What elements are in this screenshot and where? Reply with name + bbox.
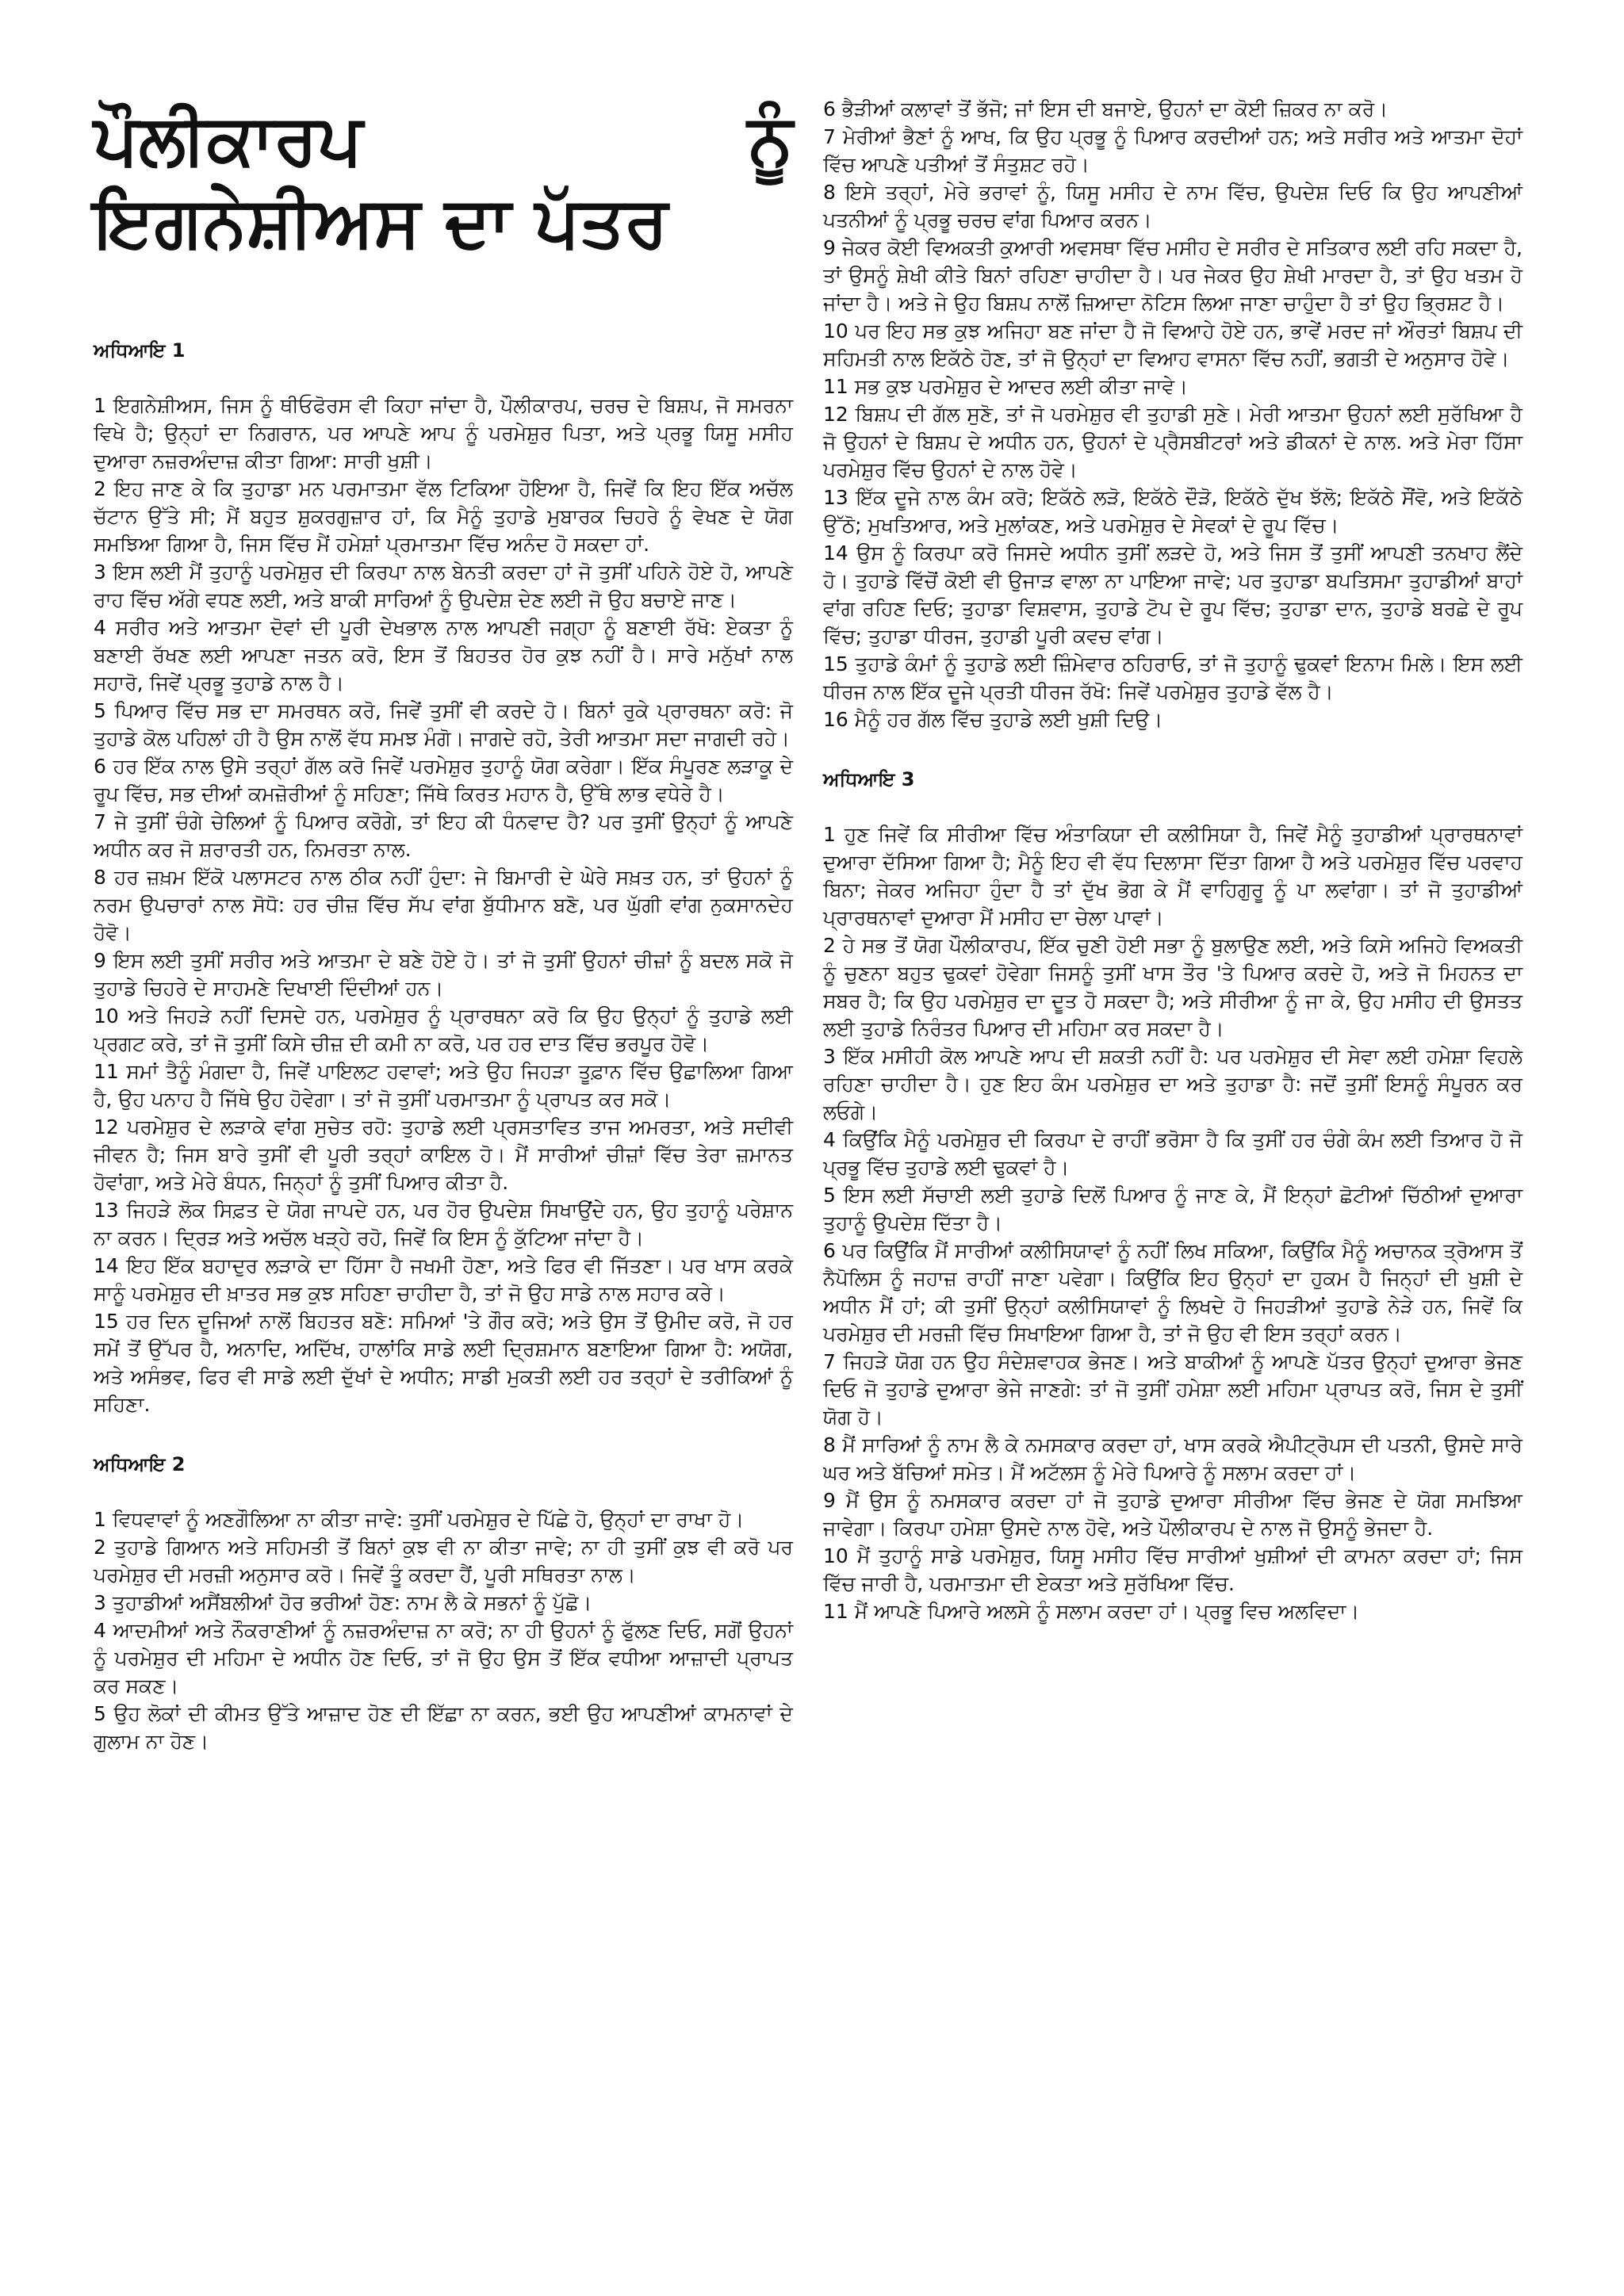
verse: 1 ਇਗਨੇਸ਼ੀਅਸ, ਜਿਸ ਨੂੰ ਥੀਓਫੋਰਸ ਵੀ ਕਿਹਾ ਜਾਂਦਾ ਹੈ, ਪੌਲੀਕਾਰਪ, ਚਰਚ ਦੇ ਬਿਸ਼ਪ, ਜੋ ਸਮਰਨਾ ਵਿਖੇ ਹੈ; ਉਨ੍ਹਾਂ ਦਾ ਨਿਗਰਾਨ, ਪਰ ਆਪਣੇ ਆਪ ਨੂੰ ਪਰਮੇਸ਼ੁਰ ਪਿਤਾ, ਅਤੇ ਪ੍ਰਭੂ ਯਿਸੂ ਮਸੀਹ ਦੁਆਰਾ ਨਜ਼ਰਅੰਦਾਜ਼ ਕੀਤਾ ਗਿਆ: ਸਾਰੀ ਖੁਸ਼ੀ। — [94, 393, 793, 473]
verse: 4 ਕਿਉਂਕਿ ਮੈਨੂੰ ਪਰਮੇਸ਼ੁਰ ਦੀ ਕਿਰਪਾ ਦੇ ਰਾਹੀਂ ਭਰੋਸਾ ਹੈ ਕਿ ਤੁਸੀਂ ਹਰ ਚੰਗੇ ਕੰਮ ਲਈ ਤਿਆਰ ਹੋ ਜੋ ਪ੍ਰਭੂ ਵਿੱਚ ਤੁਹਾਡੇ ਲਈ ਢੁਕਵਾਂ ਹੈ। — [823, 1128, 1522, 1179]
title-line2: ਇਗਨੇਸ਼ੀਅਸ ਦਾ ਪੱਤਰ — [94, 180, 668, 262]
verse: 10 ਪਰ ਇਹ ਸਭ ਕੁਝ ਅਜਿਹਾ ਬਣ ਜਾਂਦਾ ਹੈ ਜੋ ਵਿਆਹੇ ਹੋਏ ਹਨ, ਭਾਵੇਂ ਮਰਦ ਜਾਂ ਔਰਤਾਂ ਬਿਸ਼ਪ ਦੀ ਸਹਿਮਤੀ ਨਾਲ ਇਕੱਠੇ ਹੋਣ, ਤਾਂ ਜੋ ਉਨ੍ਹਾਂ ਦਾ ਵਿਆਹ ਵਾਸਨਾ ਵਿੱਚ ਨਹੀਂ, ਭਗਤੀ ਦੇ ਅਨੁਸਾਰ ਹੋਵੇ। — [823, 320, 1522, 370]
verse: 2 ਤੁਹਾਡੇ ਗਿਆਨ ਅਤੇ ਸਹਿਮਤੀ ਤੋਂ ਬਿਨਾਂ ਕੁਝ ਵੀ ਨਾ ਕੀਤਾ ਜਾਵੇ; ਨਾ ਹੀ ਤੁਸੀਂ ਕੁਝ ਵੀ ਕਰੋ ਪਰ ਪਰਮੇਸ਼ੁਰ ਦੀ ਮਰਜ਼ੀ ਅਨੁਸਾਰ ਕਰੋ। ਜਿਵੇਂ ਤੂੰ ਕਰਦਾ ਹੈਂ, ਪੂਰੀ ਸਥਿਰਤਾ ਨਾਲ। — [94, 1535, 793, 1586]
verse: 3 ਇੱਕ ਮਸੀਹੀ ਕੋਲ ਆਪਣੇ ਆਪ ਦੀ ਸ਼ਕਤੀ ਨਹੀਂ ਹੈ: ਪਰ ਪਰਮੇਸ਼ੁਰ ਦੀ ਸੇਵਾ ਲਈ ਹਮੇਸ਼ਾ ਵਿਹਲੇ ਰਹਿਣਾ ਚਾਹੀਦਾ ਹੈ। ਹੁਣ ਇਹ ਕੰਮ ਪਰਮੇਸ਼ੁਰ ਦਾ ਅਤੇ ਤੁਹਾਡਾ ਹੈ: ਜਦੋਂ ਤੁਸੀਂ ਇਸਨੂੰ ਸੰਪੂਰਨ ਕਰ ਲਓਗੇ। — [823, 1045, 1522, 1123]
verse: 10 ਮੈਂ ਤੁਹਾਨੂੰ ਸਾਡੇ ਪਰਮੇਸ਼ੁਰ, ਯਿਸੂ ਮਸੀਹ ਵਿੱਚ ਸਾਰੀਆਂ ਖੁਸ਼ੀਆਂ ਦੀ ਕਾਮਨਾ ਕਰਦਾ ਹਾਂ; ਜਿਸ ਵਿੱਚ ਜਾਰੀ ਹੈ, ਪਰਮਾਤਮਾ ਦੀ ਏਕਤਾ ਅਤੇ ਸੁਰੱਖਿਆ ਵਿੱਚ. — [823, 1544, 1522, 1595]
verse: 14 ਉਸ ਨੂੰ ਕਿਰਪਾ ਕਰੋ ਜਿਸਦੇ ਅਧੀਨ ਤੁਸੀਂ ਲੜਦੇ ਹੋ, ਅਤੇ ਜਿਸ ਤੋਂ ਤੁਸੀਂ ਆਪਣੀ ਤਨਖਾਹ ਲੈਂਦੇ ਹੋ। ਤੁਹਾਡੇ ਵਿੱਚੋਂ ਕੋਈ ਵੀ ਉਜਾੜ ਵਾਲਾ ਨਾ ਪਾਇਆ ਜਾਵੇ; ਪਰ ਤੁਹਾਡਾ ਬਪਤਿਸਮਾ ਤੁਹਾਡੀਆਂ ਬਾਹਾਂ ਵਾਂਗ ਰਹਿਣ ਦਿਓ; ਤੁਹਾਡਾ ਵਿਸ਼ਵਾਸ, ਤੁਹਾਡੇ ਟੋਪ ਦੇ ਰੂਪ ਵਿੱਚ; ਤੁਹਾਡਾ ਦਾਨ, ਤੁਹਾਡੇ ਬਰਛੇ ਦੇ ਰੂਪ ਵਿੱਚ; ਤੁਹਾਡਾ ਧੀਰਜ, ਤੁਹਾਡੀ ਪੂਰੀ ਕਵਚ ਵਾਂਗ। — [823, 541, 1522, 648]
verse: 12 ਪਰਮੇਸ਼ੁਰ ਦੇ ਲੜਾਕੇ ਵਾਂਗ ਸੁਚੇਤ ਰਹੋ: ਤੁਹਾਡੇ ਲਈ ਪ੍ਰਸਤਾਵਿਤ ਤਾਜ ਅਮਰਤਾ, ਅਤੇ ਸਦੀਵੀ ਜੀਵਨ ਹੈ; ਜਿਸ ਬਾਰੇ ਤੁਸੀਂ ਵੀ ਪੂਰੀ ਤਰ੍ਹਾਂ ਕਾਇਲ ਹੋ। ਮੈਂ ਸਾਰੀਆਂ ਚੀਜ਼ਾਂ ਵਿੱਚ ਤੇਰਾ ਜ਼ਮਾਨਤ ਹੋਵਾਂਗਾ, ਅਤੇ ਮੇਰੇ ਬੰਧਨ, ਜਿਨ੍ਹਾਂ ਨੂੰ ਤੁਸੀਂ ਪਿਆਰ ਕੀਤਾ ਹੈ. — [94, 1115, 793, 1194]
verse: 13 ਜਿਹੜੇ ਲੋਕ ਸਿਫ਼ਤ ਦੇ ਯੋਗ ਜਾਪਦੇ ਹਨ, ਪਰ ਹੋਰ ਉਪਦੇਸ਼ ਸਿਖਾਉਂਦੇ ਹਨ, ਉਹ ਤੁਹਾਨੂੰ ਪਰੇਸ਼ਾਨ ਨਾ ਕਰਨ। ਦ੍ਰਿੜ ਅਤੇ ਅਚੱਲ ਖੜ੍ਹੇ ਰਹੋ, ਜਿਵੇਂ ਕਿ ਇਸ ਨੂੰ ਕੁੱਟਿਆ ਜਾਂਦਾ ਹੈ। — [94, 1198, 793, 1249]
chapter-2-body-part1 — [94, 1506, 793, 1755]
chapter-2-body-part2 — [823, 95, 1522, 733]
verse: 7 ਮੇਰੀਆਂ ਭੈਣਾਂ ਨੂੰ ਆਖ, ਕਿ ਉਹ ਪ੍ਰਭੂ ਨੂੰ ਪਿਆਰ ਕਰਦੀਆਂ ਹਨ; ਅਤੇ ਸਰੀਰ ਅਤੇ ਆਤਮਾ ਦੋਹਾਂ ਵਿੱਚ ਆਪਣੇ ਪਤੀਆਂ ਤੋਂ ਸੰਤੁਸ਼ਟ ਰਹੋ। — [823, 125, 1522, 176]
verse: 16 ਮੈਨੂੰ ਹਰ ਗੱਲ ਵਿੱਚ ਤੁਹਾਡੇ ਲਈ ਖੁਸ਼ੀ ਦਿਉ। — [823, 708, 1163, 731]
verse: 3 ਤੁਹਾਡੀਆਂ ਅਸੈਂਬਲੀਆਂ ਹੋਰ ਭਰੀਆਂ ਹੋਣ: ਨਾਮ ਲੈ ਕੇ ਸਭਨਾਂ ਨੂੰ ਪੁੱਛੋ। — [94, 1590, 592, 1614]
verse: 6 ਹਰ ਇੱਕ ਨਾਲ ਉਸੇ ਤਰ੍ਹਾਂ ਗੱਲ ਕਰੋ ਜਿਵੇਂ ਪਰਮੇਸ਼ੁਰ ਤੁਹਾਨੂੰ ਯੋਗ ਕਰੇਗਾ। ਇੱਕ ਸੰਪੂਰਣ ਲੜਾਕੂ ਦੇ ਰੂਪ ਵਿੱਚ, ਸਭ ਦੀਆਂ ਕਮਜ਼ੋਰੀਆਂ ਨੂੰ ਸਹਿਣਾ; ਜਿੱਥੇ ਕਿਰਤ ਮਹਾਨ ਹੈ, ਉੱਥੇ ਲਾਭ ਵਧੇਰੇ ਹੈ। — [94, 754, 793, 806]
verse: 15 ਹਰ ਦਿਨ ਦੂਜਿਆਂ ਨਾਲੋਂ ਬਿਹਤਰ ਬਣੋ: ਸਮਿਆਂ 'ਤੇ ਗੌਰ ਕਰੋ; ਅਤੇ ਉਸ ਤੋਂ ਉਮੀਦ ਕਰੋ, ਜੋ ਹਰ ਸਮੇਂ ਤੋਂ ਉੱਪਰ ਹੈ, ਅਨਾਦਿ, ਅਦਿੱਖ, ਹਾਲਾਂਕਿ ਸਾਡੇ ਲਈ ਦ੍ਰਿਸ਼ਮਾਨ ਬਣਾਇਆ ਗਿਆ ਹੈ: ਅਯੋਗ, ਅਤੇ ਅਸੰਭਵ, ਫਿਰ ਵੀ ਸਾਡੇ ਲਈ ਦੁੱਖਾਂ ਦੇ ਅਧੀਨ; ਸਾਡੀ ਮੁਕਤੀ ਲਈ ਹਰ ਤਰ੍ਹਾਂ ਦੇ ਤਰੀਕਿਆਂ ਨੂੰ ਸਹਿਣਾ. — [94, 1309, 793, 1416]
verse: 14 ਇਹ ਇੱਕ ਬਹਾਦੁਰ ਲੜਾਕੇ ਦਾ ਹਿੱਸਾ ਹੈ ਜਖਮੀ ਹੋਣਾ, ਅਤੇ ਫਿਰ ਵੀ ਜਿੱਤਣਾ। ਪਰ ਖਾਸ ਕਰਕੇ ਸਾਨੂੰ ਪਰਮੇਸ਼ੁਰ ਦੀ ਖ਼ਾਤਰ ਸਭ ਕੁਝ ਸਹਿਣਾ ਚਾਹੀਦਾ ਹੈ, ਤਾਂ ਜੋ ਉਹ ਸਾਡੇ ਨਾਲ ਸਹਾਰ ਕਰੇ। — [94, 1253, 793, 1305]
verse: 8 ਮੈਂ ਸਾਰਿਆਂ ਨੂੰ ਨਾਮ ਲੈ ਕੇ ਨਮਸਕਾਰ ਕਰਦਾ ਹਾਂ, ਖਾਸ ਕਰਕੇ ਐਪੀਟ੍ਰੋਪਸ ਦੀ ਪਤਨੀ, ਉਸਦੇ ਸਾਰੇ ਘਰ ਅਤੇ ਬੱਚਿਆਂ ਸਮੇਤ। ਮੈਂ ਅਟੱਲਸ ਨੂੰ ਮੇਰੇ ਪਿਆਰੇ ਨੂੰ ਸਲਾਮ ਕਰਦਾ ਹਾਂ। — [823, 1433, 1522, 1484]
title-line1-word1: ਪੌਲੀਕਾਰਪ — [94, 98, 363, 180]
verse: 1 ਵਿਧਵਾਵਾਂ ਨੂੰ ਅਣਗੌਲਿਆ ਨਾ ਕੀਤਾ ਜਾਵੇ: ਤੁਸੀਂ ਪਰਮੇਸ਼ੁਰ ਦੇ ਪਿੱਛੇ ਹੋ, ਉਨ੍ਹਾਂ ਦਾ ਰਾਖਾ ਹੋ। — [94, 1507, 745, 1531]
title-line1-word2: ਨੂੰ — [747, 98, 793, 180]
verse: 7 ਜਿਹੜੇ ਯੋਗ ਹਨ ਉਹ ਸੰਦੇਸ਼ਵਾਹਕ ਭੇਜਣ। ਅਤੇ ਬਾਕੀਆਂ ਨੂੰ ਆਪਣੇ ਪੱਤਰ ਉਨ੍ਹਾਂ ਦੁਆਰਾ ਭੇਜਣ ਦਿਓ ਜੋ ਤੁਹਾਡੇ ਦੁਆਰਾ ਭੇਜੇ ਜਾਣਗੇ: ਤਾਂ ਜੋ ਤੁਸੀਂ ਹਮੇਸ਼ਾ ਲਈ ਮਹਿਮਾ ਪ੍ਰਾਪਤ ਕਰੋ, ਜਿਸ ਦੇ ਤੁਸੀਂ ਯੋਗ ਹੋ। — [823, 1350, 1522, 1429]
right-column — [823, 95, 1522, 2233]
chapter-3-body — [823, 821, 1522, 1625]
verse: 8 ਹਰ ਜ਼ਖ਼ਮ ਇੱਕੋ ਪਲਾਸਟਰ ਨਾਲ ਠੀਕ ਨਹੀਂ ਹੁੰਦਾ: ਜੇ ਬਿਮਾਰੀ ਦੇ ਘੇਰੇ ਸਖ਼ਤ ਹਨ, ਤਾਂ ਉਹਨਾਂ ਨੂੰ ਨਰਮ ਉਪਚਾਰਾਂ ਨਾਲ ਸੋਧੋ: ਹਰ ਚੀਜ਼ ਵਿੱਚ ਸੱਪ ਵਾਂਗ ਬੁੱਧੀਮਾਨ ਬਣੋ, ਪਰ ਘੁੱਗੀ ਵਾਂਗ ਨੁਕਸਾਨਦੇਹ ਹੋਵੋ। — [94, 865, 793, 944]
chapter-1-body — [94, 392, 793, 1418]
verse: 9 ਮੈਂ ਉਸ ਨੂੰ ਨਮਸਕਾਰ ਕਰਦਾ ਹਾਂ ਜੋ ਤੁਹਾਡੇ ਦੁਆਰਾ ਸੀਰੀਆ ਵਿੱਚ ਭੇਜਣ ਦੇ ਯੋਗ ਸਮਝਿਆ ਜਾਵੇਗਾ। ਕਿਰਪਾ ਹਮੇਸ਼ਾ ਉਸਦੇ ਨਾਲ ਹੋਵੇ, ਅਤੇ ਪੌਲੀਕਾਰਪ ਦੇ ਨਾਲ ਜੋ ਉਸਨੂੰ ਭੇਜਦਾ ਹੈ. — [823, 1489, 1522, 1540]
verse: 8 ਇਸੇ ਤਰ੍ਹਾਂ, ਮੇਰੇ ਭਰਾਵਾਂ ਨੂੰ, ਯਿਸੂ ਮਸੀਹ ਦੇ ਨਾਮ ਵਿੱਚ, ਉਪਦੇਸ਼ ਦਿਓ ਕਿ ਉਹ ਆਪਣੀਆਂ ਪਤਨੀਆਂ ਨੂੰ ਪ੍ਰਭੂ ਚਰਚ ਵਾਂਗ ਪਿਆਰ ਕਰਨ। — [823, 181, 1522, 232]
verse: 5 ਇਸ ਲਈ ਸੱਚਾਈ ਲਈ ਤੁਹਾਡੇ ਦਿਲੋਂ ਪਿਆਰ ਨੂੰ ਜਾਣ ਕੇ, ਮੈਂ ਇਨ੍ਹਾਂ ਛੋਟੀਆਂ ਚਿੱਠੀਆਂ ਦੁਆਰਾ ਤੁਹਾਨੂੰ ਉਪਦੇਸ਼ ਦਿੱਤਾ ਹੈ। — [823, 1184, 1522, 1234]
verse: 7 ਜੇ ਤੁਸੀਂ ਚੰਗੇ ਚੇਲਿਆਂ ਨੂੰ ਪਿਆਰ ਕਰੋਗੇ, ਤਾਂ ਇਹ ਕੀ ਧੰਨਵਾਦ ਹੈ? ਪਰ ਤੁਸੀਂ ਉਨ੍ਹਾਂ ਨੂੰ ਆਪਣੇ ਅਧੀਨ ਕਰ ਜੋ ਸ਼ਰਾਰਤੀ ਹਨ, ਨਿਮਰਤਾ ਨਾਲ. — [94, 809, 793, 861]
verse: 1 ਹੁਣ ਜਿਵੇਂ ਕਿ ਸੀਰੀਆ ਵਿੱਚ ਅੰਤਾਕਿਯਾ ਦੀ ਕਲੀਸਿਯਾ ਹੈ, ਜਿਵੇਂ ਮੈਨੂੰ ਤੁਹਾਡੀਆਂ ਪ੍ਰਾਰਥਨਾਵਾਂ ਦੁਆਰਾ ਦੱਸਿਆ ਗਿਆ ਹੈ; ਮੈਨੂੰ ਇਹ ਵੀ ਵੱਧ ਦਿਲਾਸਾ ਦਿੱਤਾ ਗਿਆ ਹੈ ਅਤੇ ਪਰਮੇਸ਼ੁਰ ਵਿੱਚ ਪਰਵਾਹ ਬਿਨਾ; ਜੇਕਰ ਅਜਿਹਾ ਹੁੰਦਾ ਹੈ ਤਾਂ ਦੁੱਖ ਭੋਗ ਕੇ ਮੈਂ ਵਾਹਿਗੁਰੂ ਨੂੰ ਪਾ ਲਵਾਂਗਾ। ਤਾਂ ਜੋ ਤੁਹਾਡੀਆਂ ਪ੍ਰਾਰਥਨਾਵਾਂ ਦੁਆਰਾ ਮੈਂ ਮਸੀਹ ਦਾ ਚੇਲਾ ਪਾਵਾਂ। — [823, 823, 1522, 929]
verse: 3 ਇਸ ਲਈ ਮੈਂ ਤੁਹਾਨੂੰ ਪਰਮੇਸ਼ੁਰ ਦੀ ਕਿਰਪਾ ਨਾਲ ਬੇਨਤੀ ਕਰਦਾ ਹਾਂ ਜੋ ਤੁਸੀਂ ਪਹਿਨੇ ਹੋਏ ਹੋ, ਆਪਣੇ ਰਾਹ ਵਿੱਚ ਅੱਗੇ ਵਧਣ ਲਈ, ਅਤੇ ਬਾਕੀ ਸਾਰਿਆਂ ਨੂੰ ਉਪਦੇਸ਼ ਦੇਣ ਲਈ ਜੋ ਉਹ ਬਚਾਏ ਜਾਣ। — [94, 560, 793, 611]
verse: 6 ਪਰ ਕਿਉਂਕਿ ਮੈਂ ਸਾਰੀਆਂ ਕਲੀਸਿਯਾਵਾਂ ਨੂੰ ਨਹੀਂ ਲਿਖ ਸਕਿਆ, ਕਿਉਂਕਿ ਮੈਨੂੰ ਅਚਾਨਕ ਤ੍ਰੋਆਸ ਤੋਂ ਨੈਪੋਲਿਸ ਨੂੰ ਜਹਾਜ਼ ਰਾਹੀਂ ਜਾਣਾ ਪਵੇਗਾ। ਕਿਉਂਕਿ ਇਹ ਉਨ੍ਹਾਂ ਦਾ ਹੁਕਮ ਹੈ ਜਿਨ੍ਹਾਂ ਦੀ ਖੁਸ਼ੀ ਦੇ ਅਧੀਨ ਮੈਂ ਹਾਂ; ਕੀ ਤੁਸੀਂ ਉਨ੍ਹਾਂ ਕਲੀਸਿਯਾਵਾਂ ਨੂੰ ਲਿਖਦੇ ਹੋ ਜਿਹੜੀਆਂ ਤੁਹਾਡੇ ਨੇੜੇ ਹਨ, ਜਿਵੇਂ ਕਿ ਪਰਮੇਸ਼ੁਰ ਦੀ ਮਰਜ਼ੀ ਵਿੱਚ ਸਿਖਾਇਆ ਗਿਆ ਹੈ, ਤਾਂ ਜੋ ਉਹ ਵੀ ਇਸ ਤਰ੍ਹਾਂ ਕਰਨ। — [823, 1239, 1522, 1345]
verse: 13 ਇੱਕ ਦੂਜੇ ਨਾਲ ਕੰਮ ਕਰੋ; ਇਕੱਠੇ ਲੜੋ, ਇਕੱਠੇ ਦੌੜੋ, ਇਕੱਠੇ ਦੁੱਖ ਝੱਲੋ; ਇਕੱਠੇ ਸੌਂਵੋ, ਅਤੇ ਇਕੱਠੇ ਉੱਠੋ; ਮੁਖਤਿਆਰ, ਅਤੇ ਮੁਲਾਂਕਣ, ਅਤੇ ਪਰਮੇਸ਼ੁਰ ਦੇ ਸੇਵਕਾਂ ਦੇ ਰੂਪ ਵਿੱਚ। — [823, 486, 1522, 537]
verse: 11 ਸਮਾਂ ਤੈਨੂੰ ਮੰਗਦਾ ਹੈ, ਜਿਵੇਂ ਪਾਇਲਟ ਹਵਾਵਾਂ; ਅਤੇ ਉਹ ਜਿਹੜਾ ਤੂਫ਼ਾਨ ਵਿੱਚ ਉਛਾਲਿਆ ਗਿਆ ਹੈ, ਉਹ ਪਨਾਹ ਹੈ ਜਿੱਥੇ ਉਹ ਹੋਵੇਗਾ। ਤਾਂ ਜੋ ਤੁਸੀਂ ਪਰਮਾਤਮਾ ਨੂੰ ਪ੍ਰਾਪਤ ਕਰ ਸਕੋ। — [94, 1059, 793, 1111]
verse: 2 ਹੇ ਸਭ ਤੋਂ ਯੋਗ ਪੌਲੀਕਾਰਪ, ਇੱਕ ਚੁਣੀ ਹੋਈ ਸਭਾ ਨੂੰ ਬੁਲਾਉਣ ਲਈ, ਅਤੇ ਕਿਸੇ ਅਜਿਹੇ ਵਿਅਕਤੀ ਨੂੰ ਚੁਣਨਾ ਬਹੁਤ ਢੁਕਵਾਂ ਹੋਵੇਗਾ ਜਿਸਨੂੰ ਤੁਸੀਂ ਖਾਸ ਤੌਰ 'ਤੇ ਪਿਆਰ ਕਰਦੇ ਹੋ, ਅਤੇ ਜੋ ਮਿਹਨਤ ਦਾ ਸਬਰ ਹੈ; ਕਿ ਉਹ ਪਰਮੇਸ਼ੁਰ ਦਾ ਦੂਤ ਹੋ ਸਕਦਾ ਹੈ; ਅਤੇ ਸੀਰੀਆ ਨੂੰ ਜਾ ਕੇ, ਉਹ ਮਸੀਹ ਦੀ ਉਸਤਤ ਲਈ ਤੁਹਾਡੇ ਨਿਰੰਤਰ ਪਿਆਰ ਦੀ ਮਹਿਮਾ ਕਰ ਸਕਦਾ ਹੈ। — [823, 934, 1522, 1040]
document-title — [94, 98, 793, 263]
verse: 15 ਤੁਹਾਡੇ ਕੰਮਾਂ ਨੂੰ ਤੁਹਾਡੇ ਲਈ ਜ਼ਿੰਮੇਵਾਰ ਠਹਿਰਾਓ, ਤਾਂ ਜੋ ਤੁਹਾਨੂੰ ਢੁਕਵਾਂ ਇਨਾਮ ਮਿਲੇ। ਇਸ ਲਈ ਧੀਰਜ ਨਾਲ ਇੱਕ ਦੂਜੇ ਪ੍ਰਤੀ ਧੀਰਜ ਰੱਖੋ: ਜਿਵੇਂ ਪਰਮੇਸ਼ੁਰ ਤੁਹਾਡੇ ਵੱਲ ਹੈ। — [823, 652, 1522, 703]
left-column — [94, 95, 793, 2233]
verse: 5 ਪਿਆਰ ਵਿੱਚ ਸਭ ਦਾ ਸਮਰਥਨ ਕਰੋ, ਜਿਵੇਂ ਤੁਸੀਂ ਵੀ ਕਰਦੇ ਹੋ। ਬਿਨਾਂ ਰੁਕੇ ਪ੍ਰਾਰਥਨਾ ਕਰੋ: ਜੋ ਤੁਹਾਡੇ ਕੋਲ ਪਹਿਲਾਂ ਹੀ ਹੈ ਉਸ ਨਾਲੋਂ ਵੱਧ ਸਮਝ ਮੰਗੋ। ਜਾਗਦੇ ਰਹੋ, ਤੇਰੀ ਆਤਮਾ ਸਦਾ ਜਾਗਦੀ ਰਹੇ। — [94, 698, 793, 750]
verse: 4 ਆਦਮੀਆਂ ਅਤੇ ਨੌਕਰਾਣੀਆਂ ਨੂੰ ਨਜ਼ਰਅੰਦਾਜ਼ ਨਾ ਕਰੋ; ਨਾ ਹੀ ਉਹਨਾਂ ਨੂੰ ਫੁੱਲਣ ਦਿਓ, ਸਗੋਂ ਉਹਨਾਂ ਨੂੰ ਪਰਮੇਸ਼ੁਰ ਦੀ ਮਹਿਮਾ ਦੇ ਅਧੀਨ ਹੋਣ ਦਿਓ, ਤਾਂ ਜੋ ਉਹ ਉਸ ਤੋਂ ਇੱਕ ਵਧੀਆ ਆਜ਼ਾਦੀ ਪ੍ਰਾਪਤ ਕਰ ਸਕਣ। — [94, 1618, 793, 1697]
verse: 5 ਉਹ ਲੋਕਾਂ ਦੀ ਕੀਮਤ ਉੱਤੇ ਆਜ਼ਾਦ ਹੋਣ ਦੀ ਇੱਛਾ ਨਾ ਕਰਨ, ਭਈ ਉਹ ਆਪਣੀਆਂ ਕਾਮਨਾਵਾਂ ਦੇ ਗੁਲਾਮ ਨਾ ਹੋਣ। — [94, 1701, 793, 1753]
verse: 11 ਮੈਂ ਆਪਣੇ ਪਿਆਰੇ ਅਲਸੇ ਨੂੰ ਸਲਾਮ ਕਰਦਾ ਹਾਂ। ਪ੍ਰਭੂ ਵਿਚ ਅਲਵਿਦਾ। — [823, 1600, 1360, 1623]
verse: 4 ਸਰੀਰ ਅਤੇ ਆਤਮਾ ਦੋਵਾਂ ਦੀ ਪੂਰੀ ਦੇਖਭਾਲ ਨਾਲ ਆਪਣੀ ਜਗ੍ਹਾ ਨੂੰ ਬਣਾਈ ਰੱਖੋ: ਏਕਤਾ ਨੂੰ ਬਣਾਈ ਰੱਖਣ ਲਈ ਆਪਣਾ ਜਤਨ ਕਰੋ, ਇਸ ਤੋਂ ਬਿਹਤਰ ਹੋਰ ਕੁਝ ਨਹੀਂ ਹੈ। ਸਾਰੇ ਮਨੁੱਖਾਂ ਨਾਲ ਸਹਾਰੋ, ਜਿਵੇਂ ਪ੍ਰਭੂ ਤੁਹਾਡੇ ਨਾਲ ਹੈ। — [94, 615, 793, 695]
verse: 10 ਅਤੇ ਜਿਹੜੇ ਨਹੀਂ ਦਿਸਦੇ ਹਨ, ਪਰਮੇਸ਼ੁਰ ਨੂੰ ਪ੍ਰਾਰਥਨਾ ਕਰੋ ਕਿ ਉਹ ਉਨ੍ਹਾਂ ਨੂੰ ਤੁਹਾਡੇ ਲਈ ਪ੍ਰਗਟ ਕਰੇ, ਤਾਂ ਜੋ ਤੁਸੀਂ ਕਿਸੇ ਚੀਜ਼ ਦੀ ਕਮੀ ਨਾ ਕਰੋ, ਪਰ ਹਰ ਦਾਤ ਵਿੱਚ ਭਰਪੂਰ ਹੋਵੋ। — [94, 1004, 793, 1055]
verse: 2 ਇਹ ਜਾਣ ਕੇ ਕਿ ਤੁਹਾਡਾ ਮਨ ਪਰਮਾਤਮਾ ਵੱਲ ਟਿਕਿਆ ਹੋਇਆ ਹੈ, ਜਿਵੇਂ ਕਿ ਇਹ ਇੱਕ ਅਚੱਲ ਚੱਟਾਨ ਉੱਤੇ ਸੀ; ਮੈਂ ਬਹੁਤ ਸ਼ੁਕਰਗੁਜ਼ਾਰ ਹਾਂ, ਕਿ ਮੈਨੂੰ ਤੁਹਾਡੇ ਮੁਬਾਰਕ ਚਿਹਰੇ ਨੂੰ ਵੇਖਣ ਦੇ ਯੋਗ ਸਮਝਿਆ ਗਿਆ ਹੈ, ਜਿਸ ਵਿੱਚ ਮੈਂ ਹਮੇਸ਼ਾਂ ਪ੍ਰਮਾਤਮਾ ਵਿੱਚ ਅਨੰਦ ਹੋ ਸਕਦਾ ਹਾਂ. — [94, 476, 793, 556]
chapter-2-heading: ਅਧਿਆਇ 2 — [94, 1452, 186, 1475]
verse: 9 ਇਸ ਲਈ ਤੁਸੀਂ ਸਰੀਰ ਅਤੇ ਆਤਮਾ ਦੇ ਬਣੇ ਹੋਏ ਹੋ। ਤਾਂ ਜੋ ਤੁਸੀਂ ਉਹਨਾਂ ਚੀਜ਼ਾਂ ਨੂੰ ਬਦਲ ਸਕੋ ਜੋ ਤੁਹਾਡੇ ਚਿਹਰੇ ਦੇ ਸਾਹਮਣੇ ਦਿਖਾਈ ਦਿੰਦੀਆਂ ਹਨ। — [94, 948, 793, 1000]
verse: 12 ਬਿਸ਼ਪ ਦੀ ਗੱਲ ਸੁਣੋ, ਤਾਂ ਜੋ ਪਰਮੇਸ਼ੁਰ ਵੀ ਤੁਹਾਡੀ ਸੁਣੇ। ਮੇਰੀ ਆਤਮਾ ਉਹਨਾਂ ਲਈ ਸੁਰੱਖਿਆ ਹੈ ਜੋ ਉਹਨਾਂ ਦੇ ਬਿਸ਼ਪ ਦੇ ਅਧੀਨ ਹਨ, ਉਹਨਾਂ ਦੇ ਪ੍ਰੈਸਬੀਟਰਾਂ ਅਤੇ ਡੀਕਨਾਂ ਦੇ ਨਾਲ. ਅਤੇ ਮੇਰਾ ਹਿੱਸਾ ਪਰਮੇਸ਼ੁਰ ਵਿੱਚ ਉਹਨਾਂ ਦੇ ਨਾਲ ਹੋਵੇ। — [823, 403, 1522, 481]
chapter-1-heading: ਅਧਿਆਇ 1 — [94, 339, 186, 362]
verse: 11 ਸਭ ਕੁਝ ਪਰਮੇਸ਼ੁਰ ਦੇ ਆਦਰ ਲਈ ਕੀਤਾ ਜਾਵੇ। — [823, 375, 1188, 398]
verse: 6 ਭੈੜੀਆਂ ਕਲਾਵਾਂ ਤੋਂ ਭੱਜੋ; ਜਾਂ ਇਸ ਦੀ ਬਜਾਏ, ਉਹਨਾਂ ਦਾ ਕੋਈ ਜ਼ਿਕਰ ਨਾ ਕਰੋ। — [823, 98, 1388, 121]
chapter-3-heading: ਅਧਿਆਇ 3 — [823, 768, 915, 790]
verse: 9 ਜੇਕਰ ਕੋਈ ਵਿਅਕਤੀ ਕੁਆਰੀ ਅਵਸਥਾ ਵਿੱਚ ਮਸੀਹ ਦੇ ਸਰੀਰ ਦੇ ਸਤਿਕਾਰ ਲਈ ਰਹਿ ਸਕਦਾ ਹੈ, ਤਾਂ ਉਸਨੂੰ ਸ਼ੇਖੀ ਕੀਤੇ ਬਿਨਾਂ ਰਹਿਣਾ ਚਾਹੀਦਾ ਹੈ। ਪਰ ਜੇਕਰ ਉਹ ਸ਼ੇਖੀ ਮਾਰਦਾ ਹੈ, ਤਾਂ ਉਹ ਖਤਮ ਹੋ ਜਾਂਦਾ ਹੈ। ਅਤੇ ਜੇ ਉਹ ਬਿਸ਼ਪ ਨਾਲੋਂ ਜ਼ਿਆਦਾ ਨੋਟਿਸ ਲਿਆ ਜਾਣਾ ਚਾਹੁੰਦਾ ਹੈ ਤਾਂ ਉਹ ਭ੍ਰਿਸ਼ਟ ਹੈ। — [823, 236, 1522, 315]
